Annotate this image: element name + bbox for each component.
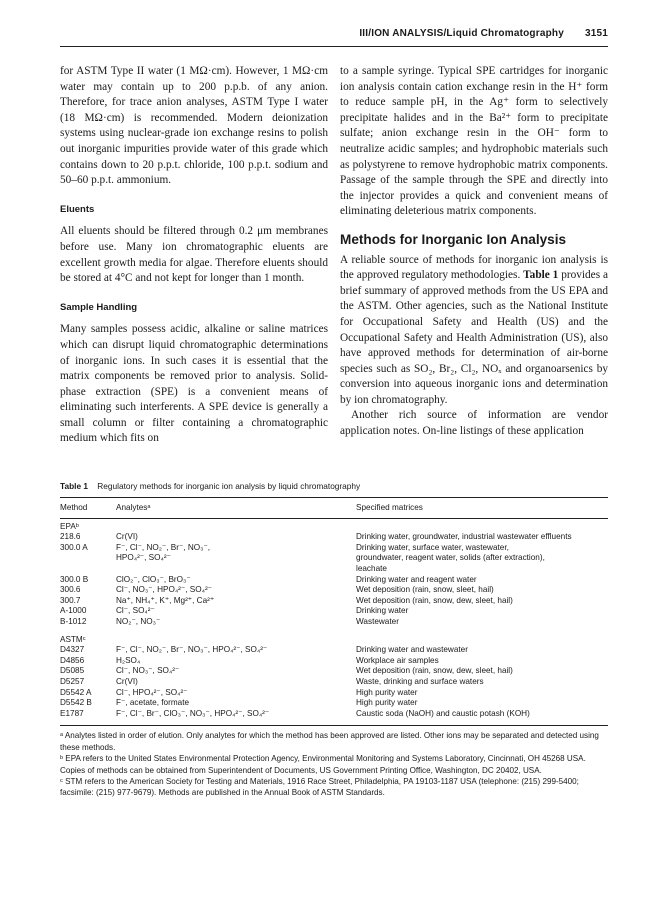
table-row: [60, 585, 608, 596]
cell-method: E1787: [60, 708, 84, 718]
paragraph-eluents: All eluents should be filtered through 0.2 μm membranes before use. Many ion chromatographic eluents are excellent growth media for algae. Therefore eluents should be stored at 4°C and not kept for longer than 1 month.: [60, 225, 328, 285]
table-label: Table 1: [60, 481, 88, 491]
table-reference-link[interactable]: Table 1: [523, 269, 559, 282]
cell-analytes: F⁻, Cl⁻, Br⁻, ClO₃⁻, NO₃⁻, HPO₄²⁻, SO₄²⁻: [116, 708, 270, 718]
paragraph-vendor: Another rich source of information are vendor application notes. On-line listings of these application: [340, 409, 608, 438]
group-name: EPAᵇ: [60, 521, 79, 531]
cell-analytes: Cl⁻, NO₃⁻, HPO₄²⁻, SO₄²⁻: [116, 585, 212, 595]
cell-method: D5085: [60, 666, 85, 676]
running-header: [359, 28, 608, 39]
paragraph-water-grades: for ASTM Type II water (1 MΩ·cm). However, 1 MΩ·cm water may contain up to 200 p.p.b. of any anion. Therefore, for trace anion analyses, ASTM Type I water (18 MΩ·cm) is recommended. Modern deionization systems using nuclear-grade ion exchange resins to polish out inorganic impurities provide water of this grade which contains down to 20 p.p.t. chloride, 100 p.p.t. sodium and 50–60 p.p.t. ammonium.: [60, 65, 328, 187]
cell-method: D4327: [60, 645, 85, 655]
table-row: [60, 575, 608, 586]
cell-method: 300.0 B: [60, 574, 89, 584]
table-row: [60, 543, 608, 554]
cell-analytes: H₂SO₄: [116, 655, 141, 665]
cell-analytes: Cl⁻, NO₃⁻, SO₄²⁻: [116, 666, 180, 676]
cell-matrices: groundwater, reagent water, solids (after extraction),: [356, 553, 545, 563]
cell-method: 300.0 A: [60, 542, 88, 552]
table-group-label: [60, 522, 608, 533]
cell-matrices: Workplace air samples: [356, 655, 439, 665]
page-number: 3151: [584, 28, 608, 39]
cell-matrices: High purity water: [356, 698, 418, 708]
table-row: [60, 656, 608, 667]
cell-matrices: Drinking water and reagent water: [356, 574, 477, 584]
cell-method: D5542 B: [60, 698, 92, 708]
cell-matrices: Caustic soda (NaOH) and caustic potash (KOH): [356, 708, 530, 718]
methods-text-a: A reliable source of methods for inorganic ion analysis is the approved regulatory methodologies.: [340, 253, 608, 282]
cell-matrices: Wastewater: [356, 616, 399, 626]
cell-matrices: Waste, drinking and surface waters: [356, 676, 484, 686]
table-row: [60, 564, 608, 575]
table-row: [60, 677, 608, 688]
paragraph-sample-handling: Many samples possess acidic, alkaline or saline matrices which can disrupt liquid chromatographic determinations of inorganic ions. In such cases it is essential that the matrix components be removed prior to analysis. Solid-phase extraction (SPE) is a convenient means of eliminating such interferents. A SPE device is generally a small column or filter containing a chromatographic medium which fits on: [60, 323, 328, 445]
paragraph-spe: to a sample syringe. Typical SPE cartridges for inorganic ion analysis contain cation exchange resin in the H⁺ form to reduce sample pH, in the Ag⁺ form to selectively precipitate halides and in the Ba²⁺ form to precipitate sulfate; anion exchange resin in the OH⁻ form to neutralize acidic samples; and hydrophobic materials such as polystyrene to remove hydrophobic matrix components. Passage of the sample through the SPE and directly into the injector provides a quick and convenient means of eliminating deleterious matrix components.: [340, 65, 608, 218]
table-bottom-rule: [60, 725, 608, 726]
table-group-label: [60, 635, 608, 646]
cell-method: D5257: [60, 676, 85, 686]
cell-matrices: leachate: [356, 563, 387, 573]
table-row: [60, 698, 608, 709]
table-footnotes: [60, 730, 608, 798]
cell-method: 300.6: [60, 585, 81, 595]
header-title: III/ION ANALYSIS/Liquid Chromatography: [359, 28, 564, 39]
cell-method: [60, 564, 116, 575]
table-row: [60, 532, 608, 543]
cell-analytes: Cr(VI): [116, 676, 138, 686]
table-row: [60, 596, 608, 607]
table-1: [60, 481, 608, 799]
cell-analytes: [116, 564, 356, 575]
cell-method: D5542 A: [60, 687, 92, 697]
cell-method: 218.6: [60, 532, 81, 542]
group-name: ASTMᶜ: [60, 634, 86, 644]
table-caption-text: Regulatory methods for inorganic ion analysis by liquid chromatography: [97, 481, 361, 491]
table-row: [60, 617, 608, 628]
heading-sample-handling: Sample Handling: [60, 301, 138, 313]
table-body: [60, 522, 608, 720]
cell-analytes: HPO₄²⁻, SO₄²⁻: [116, 553, 171, 563]
table-header-rule: [60, 518, 608, 519]
cell-analytes: ClO₂⁻, ClO₃⁻, BrO₃⁻: [116, 574, 191, 584]
cell-method: D4856: [60, 655, 85, 665]
heading-methods: Methods for Inorganic Ion Analysis: [340, 231, 567, 247]
paragraph-methods: [340, 253, 608, 409]
header-method: Method: [60, 503, 88, 512]
left-column: [60, 64, 328, 447]
cell-method: 300.7: [60, 595, 81, 605]
cell-matrices: Wet deposition (rain, snow, dew, sleet, hail): [356, 595, 513, 605]
table-row: [60, 666, 608, 677]
table-row: [60, 709, 608, 720]
header-matrices: Specified matrices: [356, 503, 423, 512]
footnote-b: ᵇ EPA refers to the United States Environmental Protection Agency, Environmental Monitoring and Systems Laboratory, Cincinnati, OH 45268 USA. Copies of methods can be obtained from Superintendent of Documents, US Government Printing Office, Washington, DC 20402, USA.: [60, 754, 586, 775]
cell-matrices: Drinking water, surface water, wastewater,: [356, 542, 509, 552]
cell-matrices: High purity water: [356, 687, 418, 697]
cell-analytes: Cl⁻, HPO₄²⁻, SO₄²⁻: [116, 687, 188, 697]
cell-method: B-1012: [60, 616, 87, 626]
cell-matrices: Drinking water and wastewater: [356, 645, 468, 655]
cell-matrices: Wet deposition (rain, snow, dew, sleet, hail): [356, 666, 513, 676]
header-analytes: Analytesᵃ: [116, 503, 151, 512]
heading-eluents: Eluents: [60, 203, 95, 215]
table-row: [60, 553, 608, 564]
cell-analytes: F⁻, Cl⁻, NO₂⁻, Br⁻, NO₃⁻,: [116, 542, 211, 552]
right-column: [340, 64, 608, 440]
table-row: [60, 606, 608, 617]
cell-analytes: Cr(VI): [116, 532, 138, 542]
cell-analytes: NO₂⁻, NO₃⁻: [116, 616, 161, 626]
table-row: [60, 645, 608, 656]
cell-analytes: F⁻, acetate, formate: [116, 698, 190, 708]
header-rule: [60, 46, 608, 47]
cell-matrices: Drinking water, groundwater, industrial wastewater effluents: [356, 532, 572, 542]
footnote-c: ᶜ STM refers to the American Society for Testing and Materials, 1916 Race Street, Philadelphia, PA 19103-1187 USA (telephone: (215) 299-5400; facsimile: (215) 977-9679). Methods are published in the Annual Book of ASTM Standards.: [60, 776, 579, 798]
cell-matrices: Drinking water: [356, 606, 409, 616]
cell-matrices: Wet deposition (rain, snow, sleet, hail): [356, 585, 494, 595]
cell-analytes: Cl⁻, SO₄²⁻: [116, 606, 155, 616]
footnote-a: ᵃ Analytes listed in order of elution. Only analytes for which the method has been approved are listed. Other ions may be separated and detected using these methods.: [60, 731, 599, 752]
methods-text-b: provides a brief summary of approved methods from the US EPA and the ASTM. Other agencies, such as the National Institute for Occupational Safety and Health (US) and the Occupational Safety and Health Administration (US), also have approved methods for determination of air-borne species such as SO₂, Br₂, Cl₂, NOₓ and organoarsenics by conversion into aqueous inorganic ions and determination by ion chromatography.: [340, 269, 608, 406]
cell-method: A-1000: [60, 606, 87, 616]
cell-analytes: F⁻, Cl⁻, NO₂⁻, Br⁻, NO₃⁻, HPO₄²⁻, SO₄²⁻: [116, 645, 268, 655]
table-caption: [60, 481, 608, 491]
table-header-row: [60, 498, 608, 518]
cell-analytes: Na⁺, NH₄⁺, K⁺, Mg²⁺, Ca²⁺: [116, 595, 215, 605]
cell-method: [60, 553, 116, 564]
table-row: [60, 688, 608, 699]
group-gap: [60, 628, 608, 632]
